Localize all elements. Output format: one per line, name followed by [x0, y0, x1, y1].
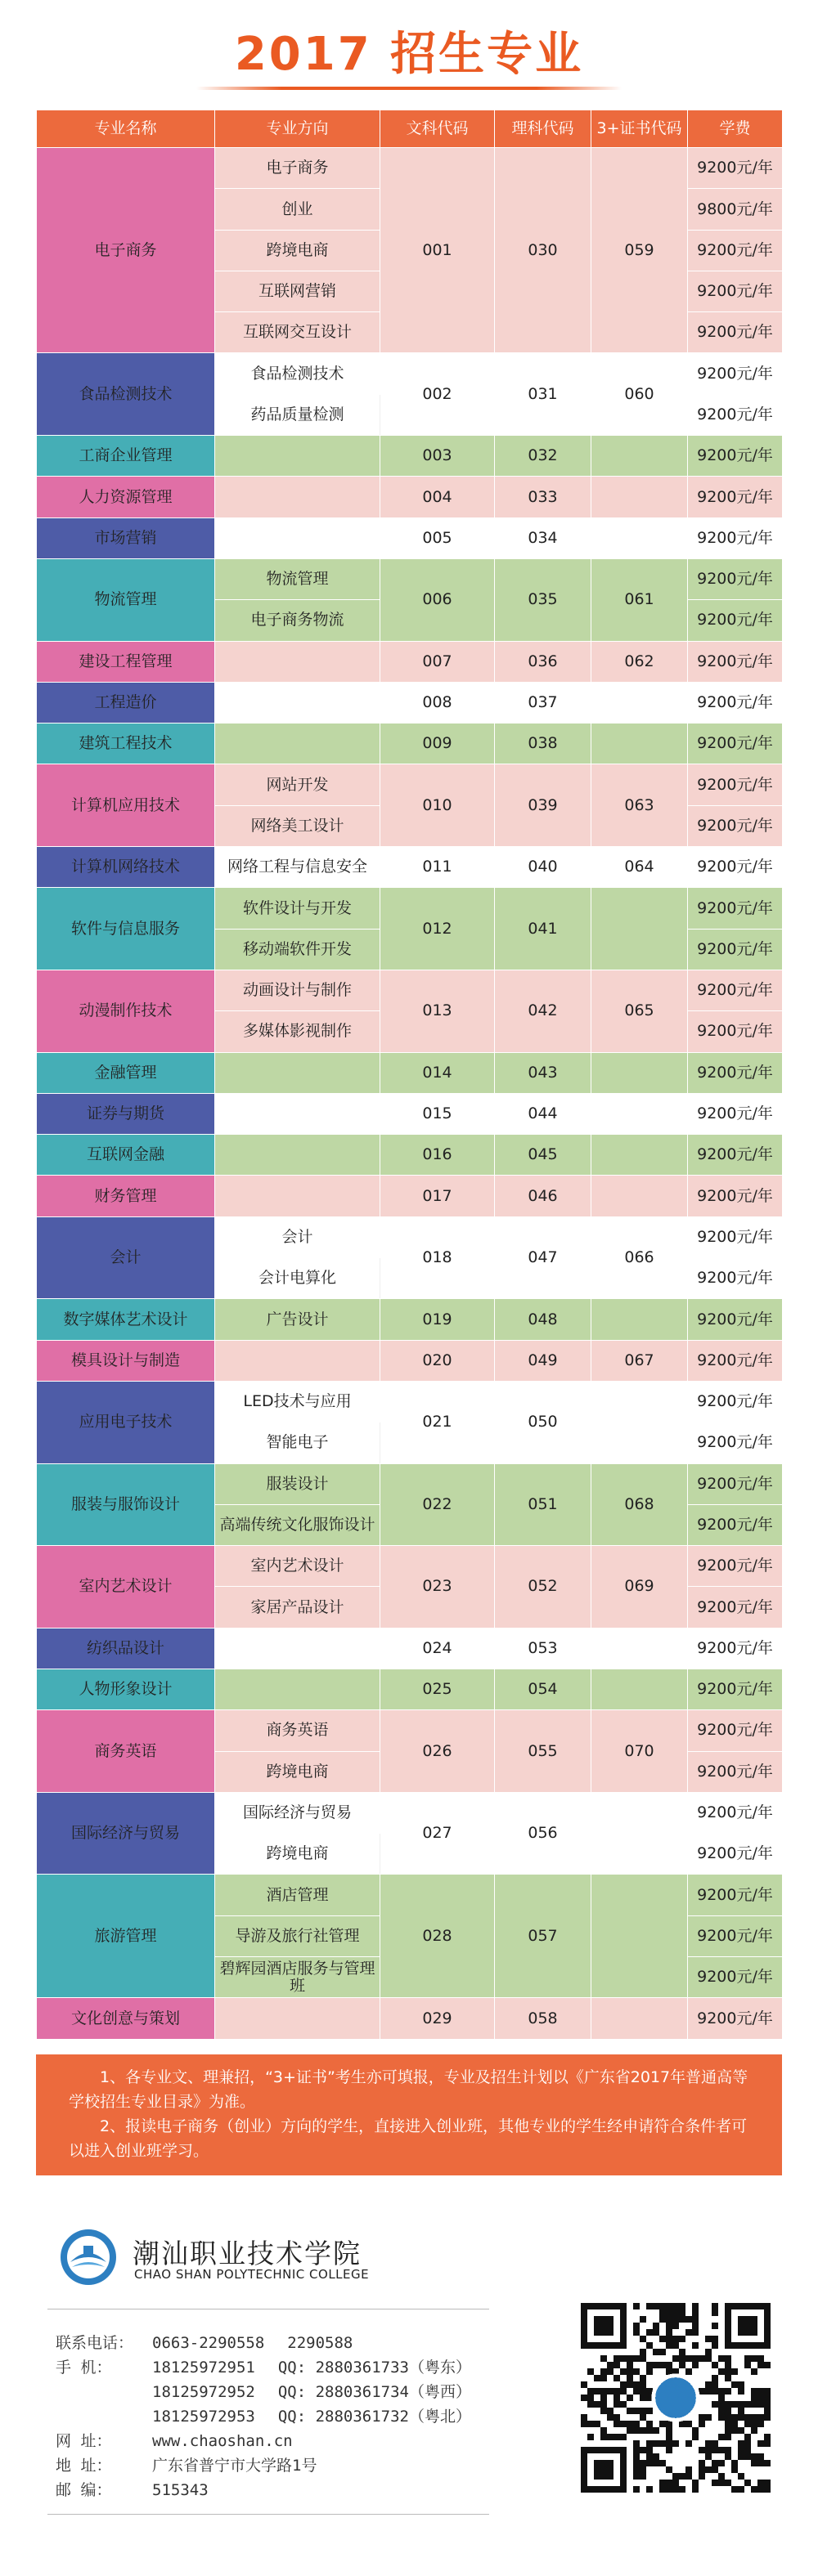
tuition-cell: 9200元/年 [688, 353, 783, 394]
cert-code-cell [591, 888, 688, 970]
cert-code-cell [591, 1176, 688, 1216]
tuition-cell: 9200元/年 [688, 230, 783, 271]
cert-code-cell: 066 [591, 1216, 688, 1299]
cert-code-cell: 069 [591, 1546, 688, 1628]
major-name-cell: 市场营销 [37, 517, 215, 558]
major-name-cell: 人物形象设计 [37, 1669, 215, 1709]
direction-cell: 服装设计 [215, 1463, 380, 1504]
contact-mobile-row [56, 2404, 563, 2429]
cert-code-cell [591, 1669, 688, 1709]
direction-cell: 互联网营销 [215, 271, 380, 311]
header-cert-code: 3+证书代码 [591, 110, 688, 148]
table-row [37, 1052, 783, 1093]
cert-code-cell: 064 [591, 847, 688, 888]
direction-cell: 电子商务物流 [215, 600, 380, 641]
major-name-cell: 食品检测技术 [37, 353, 215, 436]
footer [0, 2175, 818, 2576]
notes-box [36, 2054, 782, 2175]
arts-code-cell: 017 [380, 1176, 495, 1216]
cert-code-cell [591, 1875, 688, 1998]
direction-cell: 酒店管理 [215, 1875, 380, 1915]
direction-cell: 网络美工设计 [215, 805, 380, 846]
science-code-cell: 046 [495, 1176, 591, 1216]
cert-code-cell [591, 724, 688, 764]
tuition-cell: 9200元/年 [688, 1669, 783, 1709]
contact-address-row [56, 2453, 563, 2478]
science-code-cell: 048 [495, 1299, 591, 1340]
contact-phone-row [56, 2331, 563, 2355]
major-name-cell: 动漫制作技术 [37, 970, 215, 1052]
major-name-cell: 物流管理 [37, 558, 215, 641]
tuition-cell: 9200元/年 [688, 805, 783, 846]
science-code-cell: 043 [495, 1052, 591, 1093]
table-row [37, 970, 783, 1010]
zip-label: 邮 编： [56, 2481, 112, 2499]
table-row [37, 1093, 783, 1134]
tuition-cell: 9200元/年 [688, 271, 783, 311]
science-code-cell: 038 [495, 724, 591, 764]
mobile-label: 手 机： [56, 2359, 112, 2377]
arts-code-cell: 016 [380, 1135, 495, 1176]
cert-code-cell [591, 1135, 688, 1176]
table-row [37, 477, 783, 517]
cert-code-cell: 067 [591, 1340, 688, 1381]
tuition-cell: 9200元/年 [688, 558, 783, 599]
direction-cell: 电子商务 [215, 148, 380, 189]
table-row [37, 1669, 783, 1709]
cert-code-cell [591, 1052, 688, 1093]
table-row [37, 682, 783, 723]
tuition-cell: 9200元/年 [688, 600, 783, 641]
tuition-cell: 9200元/年 [688, 1463, 783, 1504]
direction-cell: 会计电算化 [215, 1258, 380, 1299]
major-name-cell: 人力资源管理 [37, 477, 215, 517]
majors-table [36, 110, 783, 2040]
major-name-cell: 文化创意与策划 [37, 1998, 215, 2039]
direction-cell [215, 1176, 380, 1216]
direction-cell: 导游及旅行社管理 [215, 1915, 380, 1956]
arts-code-cell: 003 [380, 436, 495, 477]
tuition-cell: 9200元/年 [688, 764, 783, 805]
arts-code-cell: 013 [380, 970, 495, 1052]
mobile-3: 18125972953 [152, 2408, 255, 2426]
table-row [37, 1546, 783, 1587]
contact-mobile-row [56, 2355, 563, 2380]
table-row [37, 888, 783, 929]
note-2: 2、报读电子商务（创业）方向的学生，直接进入创业班，其他专业的学生经申请符合条件者可以进入创业班学习。 [69, 2117, 748, 2160]
direction-cell: 互联网交互设计 [215, 312, 380, 353]
tuition-cell: 9200元/年 [688, 1340, 783, 1381]
qq-2: QQ: 2880361734（粤西） [277, 2383, 471, 2401]
major-name-cell: 金融管理 [37, 1052, 215, 1093]
direction-cell: 动画设计与制作 [215, 970, 380, 1010]
direction-cell [215, 1669, 380, 1709]
arts-code-cell: 021 [380, 1381, 495, 1463]
table-row [37, 1463, 783, 1504]
arts-code-cell: 005 [380, 517, 495, 558]
major-name-cell: 工商企业管理 [37, 436, 215, 477]
major-name-cell: 旅游管理 [37, 1875, 215, 1998]
arts-code-cell: 004 [380, 477, 495, 517]
tuition-cell: 9200元/年 [688, 1834, 783, 1875]
direction-cell: 跨境电商 [215, 230, 380, 271]
science-code-cell: 040 [495, 847, 591, 888]
direction-cell [215, 1340, 380, 1381]
table-row [37, 1875, 783, 1915]
direction-cell: 家居产品设计 [215, 1587, 380, 1628]
header-major-name: 专业名称 [37, 110, 215, 148]
cert-code-cell [591, 1299, 688, 1340]
tuition-cell: 9200元/年 [688, 1998, 783, 2039]
direction-cell [215, 1093, 380, 1134]
table-row [37, 1176, 783, 1216]
arts-code-cell: 025 [380, 1669, 495, 1709]
arts-code-cell: 006 [380, 558, 495, 641]
cert-code-cell [591, 1628, 688, 1669]
table-row [37, 847, 783, 888]
tuition-cell: 9200元/年 [688, 1546, 783, 1587]
table-row [37, 1710, 783, 1751]
direction-cell [215, 1135, 380, 1176]
tuition-cell: 9200元/年 [688, 1710, 783, 1751]
website-link[interactable]: www.chaoshan.cn [152, 2432, 293, 2450]
direction-cell: 软件设计与开发 [215, 888, 380, 929]
arts-code-cell: 001 [380, 148, 495, 353]
science-code-cell: 047 [495, 1216, 591, 1299]
major-name-cell: 工程造价 [37, 682, 215, 723]
tuition-cell: 9200元/年 [688, 1299, 783, 1340]
science-code-cell: 052 [495, 1546, 591, 1628]
table-row [37, 1216, 783, 1257]
arts-code-cell: 011 [380, 847, 495, 888]
arts-code-cell: 028 [380, 1875, 495, 1998]
major-name-cell: 建设工程管理 [37, 641, 215, 682]
major-name-cell: 商务英语 [37, 1710, 215, 1793]
science-code-cell: 049 [495, 1340, 591, 1381]
direction-cell: 国际经济与贸易 [215, 1792, 380, 1833]
tuition-cell: 9200元/年 [688, 1093, 783, 1134]
direction-cell: 商务英语 [215, 1710, 380, 1751]
tuition-cell: 9200元/年 [688, 724, 783, 764]
tuition-cell: 9200元/年 [688, 1258, 783, 1299]
science-code-cell: 041 [495, 888, 591, 970]
tuition-cell: 9200元/年 [688, 148, 783, 189]
tuition-cell: 9200元/年 [688, 517, 783, 558]
tuition-cell: 9800元/年 [688, 189, 783, 230]
science-code-cell: 037 [495, 682, 591, 723]
cert-code-cell [591, 477, 688, 517]
direction-cell: 碧辉园酒店服务与管理班 [215, 1957, 380, 1998]
cert-code-cell [591, 1093, 688, 1134]
arts-code-cell: 022 [380, 1463, 495, 1546]
arts-code-cell: 007 [380, 641, 495, 682]
tuition-cell: 9200元/年 [688, 312, 783, 353]
direction-cell: 移动端软件开发 [215, 929, 380, 970]
science-code-cell: 056 [495, 1792, 591, 1875]
direction-cell [215, 517, 380, 558]
cert-code-cell: 063 [591, 764, 688, 847]
tuition-cell: 9200元/年 [688, 1052, 783, 1093]
table-row [37, 1299, 783, 1340]
major-name-cell: 财务管理 [37, 1176, 215, 1216]
school-logo-block [59, 2228, 402, 2293]
science-code-cell: 055 [495, 1710, 591, 1793]
table-row [37, 558, 783, 599]
direction-cell: 会计 [215, 1216, 380, 1257]
major-name-cell: 数字媒体艺术设计 [37, 1299, 215, 1340]
major-name-cell: 模具设计与制造 [37, 1340, 215, 1381]
tuition-cell: 9200元/年 [688, 682, 783, 723]
qr-code-icon [581, 2303, 771, 2493]
qq-3: QQ: 2880361732（粤北） [277, 2408, 471, 2426]
phone-1: 0663-2290558 [152, 2334, 265, 2352]
arts-code-cell: 015 [380, 1093, 495, 1134]
science-code-cell: 057 [495, 1875, 591, 1998]
direction-cell [215, 1628, 380, 1669]
tuition-cell: 9200元/年 [688, 1587, 783, 1628]
direction-cell: 食品检测技术 [215, 353, 380, 394]
science-code-cell: 035 [495, 558, 591, 641]
direction-cell: 广告设计 [215, 1299, 380, 1340]
note-1: 1、各专业文、理兼招，“3+证书”考生亦可填报，专业及招生计划以《广东省2017年普通高等学校招生专业目录》为准。 [69, 2068, 748, 2111]
science-code-cell: 054 [495, 1669, 591, 1709]
contact-zip-row [56, 2478, 563, 2502]
table-row [37, 641, 783, 682]
tuition-cell: 9200元/年 [688, 1875, 783, 1915]
science-code-cell: 033 [495, 477, 591, 517]
contact-mobile-row [56, 2380, 563, 2404]
tuition-cell: 9200元/年 [688, 929, 783, 970]
tuition-cell: 9200元/年 [688, 1216, 783, 1257]
tuition-cell: 9200元/年 [688, 888, 783, 929]
qq-1: QQ: 2880361733（粤东） [277, 2359, 471, 2377]
page-title: 2017 招生专业 [234, 28, 584, 81]
direction-cell: 创业 [215, 189, 380, 230]
tuition-cell: 9200元/年 [688, 1957, 783, 1998]
table-row [37, 1381, 783, 1422]
cert-code-cell: 070 [591, 1710, 688, 1793]
major-name-cell: 应用电子技术 [37, 1381, 215, 1463]
table-row [37, 436, 783, 477]
cert-code-cell [591, 1792, 688, 1875]
major-name-cell: 证券与期货 [37, 1093, 215, 1134]
direction-cell: 高端传统文化服饰设计 [215, 1504, 380, 1545]
arts-code-cell: 027 [380, 1792, 495, 1875]
table-row [37, 1135, 783, 1176]
arts-code-cell: 018 [380, 1216, 495, 1299]
science-code-cell: 031 [495, 353, 591, 436]
header-direction: 专业方向 [215, 110, 380, 148]
direction-cell: 网络工程与信息安全 [215, 847, 380, 888]
mobile-2: 18125972952 [152, 2383, 255, 2401]
table-row [37, 1340, 783, 1381]
major-name-cell: 互联网金融 [37, 1135, 215, 1176]
arts-code-cell: 026 [380, 1710, 495, 1793]
tuition-cell: 9200元/年 [688, 1915, 783, 1956]
major-name-cell: 会计 [37, 1216, 215, 1299]
school-emblem-icon [59, 2228, 118, 2287]
direction-cell: 网站开发 [215, 764, 380, 805]
major-name-cell: 室内艺术设计 [37, 1546, 215, 1628]
arts-code-cell: 023 [380, 1546, 495, 1628]
major-name-cell: 计算机网络技术 [37, 847, 215, 888]
science-code-cell: 039 [495, 764, 591, 847]
direction-cell: 药品质量检测 [215, 394, 380, 435]
science-code-cell: 053 [495, 1628, 591, 1669]
direction-cell [215, 682, 380, 723]
cert-code-cell: 060 [591, 353, 688, 436]
direction-cell: 物流管理 [215, 558, 380, 599]
science-code-cell: 034 [495, 517, 591, 558]
table-header-row [37, 110, 783, 148]
tuition-cell: 9200元/年 [688, 1628, 783, 1669]
cert-code-cell [591, 1381, 688, 1463]
direction-cell [215, 724, 380, 764]
table-row [37, 1792, 783, 1833]
science-code-cell: 032 [495, 436, 591, 477]
tuition-cell: 9200元/年 [688, 1422, 783, 1463]
direction-cell [215, 1998, 380, 2039]
cert-code-cell [591, 517, 688, 558]
arts-code-cell: 002 [380, 353, 495, 436]
direction-cell: 跨境电商 [215, 1751, 380, 1792]
tuition-cell: 9200元/年 [688, 1011, 783, 1052]
school-name-en: CHAO SHAN POLYTECHNIC COLLEGE [134, 2267, 370, 2282]
table-row [37, 1628, 783, 1669]
major-name-cell: 服装与服饰设计 [37, 1463, 215, 1546]
footer-divider-bottom [47, 2514, 489, 2515]
school-name-cn: 潮汕职业技术学院 [133, 2238, 362, 2269]
direction-cell: 多媒体影视制作 [215, 1011, 380, 1052]
science-code-cell: 044 [495, 1093, 591, 1134]
contact-info [56, 2331, 563, 2502]
direction-cell [215, 477, 380, 517]
tuition-cell: 9200元/年 [688, 1504, 783, 1545]
major-name-cell: 软件与信息服务 [37, 888, 215, 970]
phone-label: 联系电话： [56, 2334, 134, 2352]
science-code-cell: 030 [495, 148, 591, 353]
table-row [37, 764, 783, 805]
majors-table-body [37, 148, 783, 2040]
science-code-cell: 050 [495, 1381, 591, 1463]
zip-value: 515343 [152, 2481, 209, 2499]
phone-2: 2290588 [287, 2334, 353, 2352]
arts-code-cell: 010 [380, 764, 495, 847]
arts-code-cell: 029 [380, 1998, 495, 2039]
title-underline [196, 87, 622, 90]
direction-cell [215, 1052, 380, 1093]
page-header [0, 0, 818, 92]
science-code-cell: 042 [495, 970, 591, 1052]
arts-code-cell: 009 [380, 724, 495, 764]
table-row [37, 148, 783, 189]
major-name-cell: 电子商务 [37, 148, 215, 353]
arts-code-cell: 014 [380, 1052, 495, 1093]
address-value: 广东省普宁市大学路1号 [152, 2457, 317, 2475]
major-name-cell: 建筑工程技术 [37, 724, 215, 764]
header-arts-code: 文科代码 [380, 110, 495, 148]
tuition-cell: 9200元/年 [688, 1135, 783, 1176]
table-row [37, 517, 783, 558]
table-row [37, 724, 783, 764]
cert-code-cell [591, 1998, 688, 2039]
major-name-cell: 国际经济与贸易 [37, 1792, 215, 1875]
cert-code-cell: 068 [591, 1463, 688, 1546]
major-name-cell: 纺织品设计 [37, 1628, 215, 1669]
tuition-cell: 9200元/年 [688, 477, 783, 517]
tuition-cell: 9200元/年 [688, 970, 783, 1010]
header-tuition: 学费 [688, 110, 783, 148]
table-row [37, 353, 783, 394]
cert-code-cell [591, 436, 688, 477]
arts-code-cell: 012 [380, 888, 495, 970]
table-row [37, 1998, 783, 2039]
cert-code-cell: 061 [591, 558, 688, 641]
cert-code-cell: 059 [591, 148, 688, 353]
direction-cell: 室内艺术设计 [215, 1546, 380, 1587]
science-code-cell: 051 [495, 1463, 591, 1546]
contact-web-row [56, 2429, 563, 2453]
mobile-1: 18125972951 [152, 2359, 255, 2377]
direction-cell [215, 436, 380, 477]
science-code-cell: 045 [495, 1135, 591, 1176]
direction-cell: LED技术与应用 [215, 1381, 380, 1422]
direction-cell [215, 641, 380, 682]
tuition-cell: 9200元/年 [688, 394, 783, 435]
arts-code-cell: 008 [380, 682, 495, 723]
direction-cell: 跨境电商 [215, 1834, 380, 1875]
arts-code-cell: 019 [380, 1299, 495, 1340]
web-label: 网 址： [56, 2432, 112, 2450]
science-code-cell: 036 [495, 641, 591, 682]
tuition-cell: 9200元/年 [688, 1751, 783, 1792]
tuition-cell: 9200元/年 [688, 1381, 783, 1422]
tuition-cell: 9200元/年 [688, 436, 783, 477]
tuition-cell: 9200元/年 [688, 847, 783, 888]
cert-code-cell [591, 682, 688, 723]
header-science-code: 理科代码 [495, 110, 591, 148]
tuition-cell: 9200元/年 [688, 641, 783, 682]
cert-code-cell: 065 [591, 970, 688, 1052]
arts-code-cell: 020 [380, 1340, 495, 1381]
tuition-cell: 9200元/年 [688, 1792, 783, 1833]
tuition-cell: 9200元/年 [688, 1176, 783, 1216]
address-label: 地 址： [56, 2457, 112, 2475]
major-name-cell: 计算机应用技术 [37, 764, 215, 847]
direction-cell: 智能电子 [215, 1422, 380, 1463]
arts-code-cell: 024 [380, 1628, 495, 1669]
science-code-cell: 058 [495, 1998, 591, 2039]
cert-code-cell: 062 [591, 641, 688, 682]
